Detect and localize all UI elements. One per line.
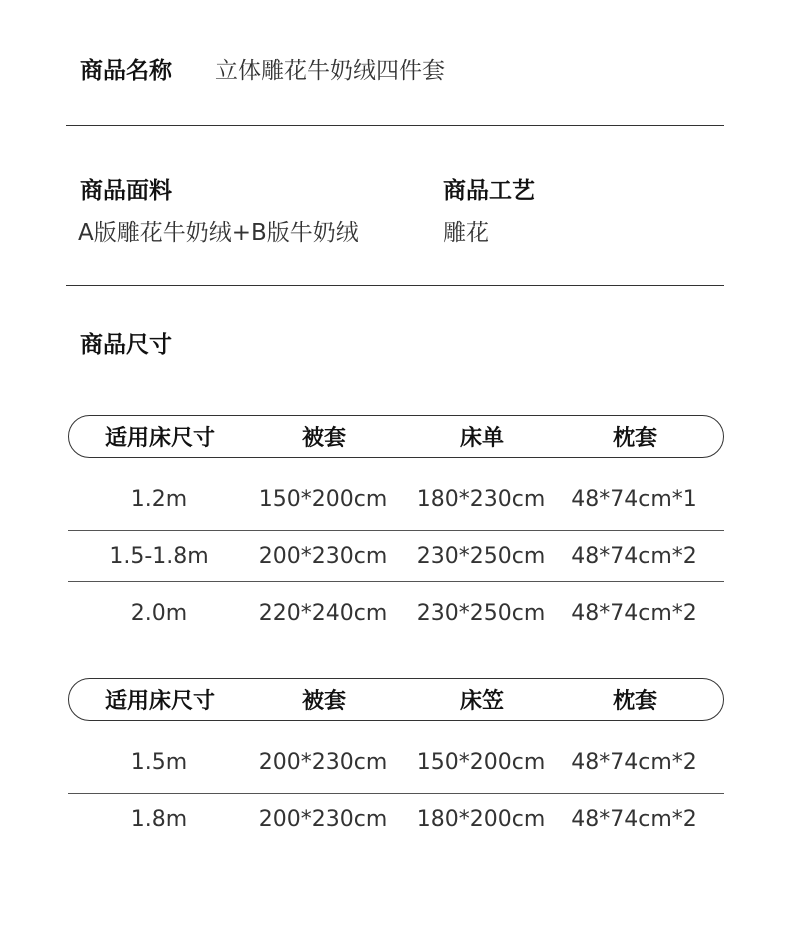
table-row bbox=[68, 530, 724, 581]
table-cell: 180*230cm bbox=[416, 487, 546, 512]
table-cell: 1.5m bbox=[130, 750, 188, 775]
size-section-label: 商品尺寸 bbox=[80, 332, 172, 358]
table-cell: 48*74cm*2 bbox=[571, 543, 697, 569]
header-bed-size: 适用床尺寸 bbox=[104, 426, 215, 451]
product-name-label: 商品名称 bbox=[80, 58, 172, 84]
table-row bbox=[68, 721, 724, 793]
table-cell: 200*230cm bbox=[258, 543, 388, 569]
header-pillowcase: 枕套 bbox=[612, 426, 657, 451]
size-table-1 bbox=[68, 415, 724, 644]
table-row bbox=[68, 581, 724, 644]
table-cell: 150*200cm bbox=[416, 750, 546, 775]
table-cell: 200*230cm bbox=[258, 750, 388, 775]
table-cell: 48*74cm*2 bbox=[571, 806, 697, 832]
table-header bbox=[68, 415, 724, 458]
table-cell: 200*230cm bbox=[258, 806, 388, 832]
header-bed-size: 适用床尺寸 bbox=[104, 689, 215, 714]
table-cell: 230*250cm bbox=[416, 543, 546, 569]
divider bbox=[66, 125, 724, 126]
table-cell: 48*74cm*2 bbox=[571, 750, 697, 775]
table-cell: 1.2m bbox=[130, 487, 188, 512]
divider bbox=[66, 285, 724, 286]
craft-label: 商品工艺 bbox=[443, 178, 535, 204]
header-bed-sheet: 床单 bbox=[459, 426, 504, 451]
table-cell: 1.8m bbox=[130, 806, 188, 832]
table-header bbox=[68, 678, 724, 721]
table-cell: 48*74cm*2 bbox=[571, 600, 697, 626]
header-duvet-cover: 被套 bbox=[301, 689, 346, 714]
table-cell: 230*250cm bbox=[416, 600, 546, 626]
craft-value: 雕花 bbox=[443, 220, 489, 246]
header-pillowcase: 枕套 bbox=[612, 689, 657, 714]
header-fitted-sheet: 床笠 bbox=[459, 689, 504, 714]
table-cell: 1.5-1.8m bbox=[109, 543, 209, 569]
table-cell: 2.0m bbox=[130, 600, 188, 626]
fabric-label: 商品面料 bbox=[80, 178, 172, 204]
header-duvet-cover: 被套 bbox=[301, 426, 346, 451]
table-cell: 220*240cm bbox=[258, 600, 388, 626]
table-cell: 150*200cm bbox=[258, 487, 388, 512]
table-cell: 180*200cm bbox=[416, 806, 546, 832]
table-row bbox=[68, 793, 724, 844]
table-row bbox=[68, 458, 724, 530]
fabric-value: A版雕花牛奶绒+B版牛奶绒 bbox=[78, 220, 359, 246]
product-name-value: 立体雕花牛奶绒四件套 bbox=[215, 58, 445, 84]
size-table-2 bbox=[68, 678, 724, 844]
table-cell: 48*74cm*1 bbox=[571, 487, 697, 512]
